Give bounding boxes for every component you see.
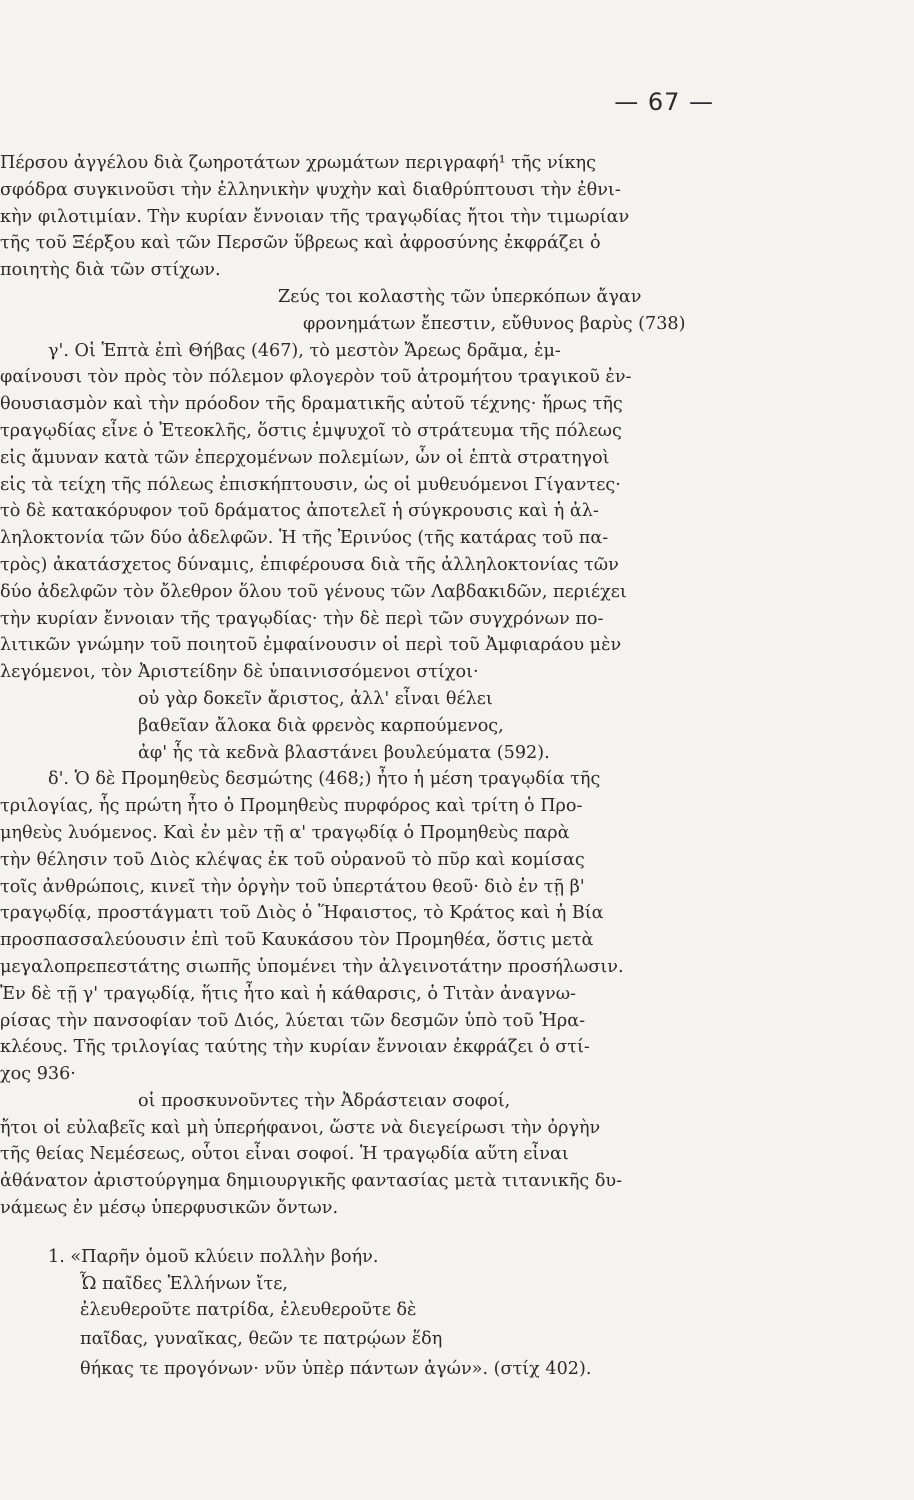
footnote-line: παῖδας, γυναῖκας, θεῶν τε πατρῴων ἕδη xyxy=(80,1329,443,1350)
text-line: δ'. Ὁ δὲ Προμηθεὺς δεσμώτης (468;) ἦτο ἡ μέση τραγῳδία τῆς xyxy=(48,769,601,790)
verse-line: Ζεύς τοι κολαστὴς τῶν ὑπερκόπων ἄγαν xyxy=(278,286,642,307)
text-line: κὴν φιλοτιμίαν. Τὴν κυρίαν ἔννοιαν τῆς τραγῳδίας ἤτοι τὴν τιμωρίαν xyxy=(0,206,630,227)
footnote-gap xyxy=(0,1222,898,1244)
text-line: θουσιασμὸν καὶ τὴν πρόοδον τῆς δραματικῆς αὐτοῦ τέχνης· ἥρως τῆς xyxy=(0,394,623,415)
verse-line: οὐ γὰρ δοκεῖν ἄριστος, ἀλλ' εἶναι θέλει xyxy=(138,688,493,709)
text-line: λεγόμενοι, τὸν Ἀριστείδην δὲ ὑπαινισσόμενοι στίχοι· xyxy=(0,662,479,683)
text-line: σφόδρα συγκινοῦσι τὴν ἑλληνικὴν ψυχὴν καὶ διαθρύπτουσι τὴν ἐθνι- xyxy=(0,179,621,200)
text-line: κλέους. Τῆς τριλογίας ταύτης τὴν κυρίαν ἔννοιαν ἐκφράζει ὁ στί- xyxy=(0,1037,590,1058)
text-line: τριλογίας, ἧς πρώτη ἦτο ὁ Προμηθεὺς πυρφόρος καὶ τρίτη ὁ Προ- xyxy=(0,796,583,817)
text-line: χος 936· xyxy=(0,1064,76,1085)
text-line: δύο ἀδελφῶν τὸν ὄλεθρον ὅλου τοῦ γένους τῶν Λαβδακιδῶν, περιέχει xyxy=(0,581,627,602)
text-line: τῆς τοῦ Ξέρξου καὶ τῶν Περσῶν ὕβρεως καὶ ἀφροσύνης ἐκφράζει ὁ xyxy=(0,233,601,254)
text-line: τοῖς ἀνθρώποις, κινεῖ τὴν ὀργὴν τοῦ ὑπερτάτου θεοῦ· διὸ ἐν τῇ β' xyxy=(0,876,585,897)
text-line: Πέρσου ἀγγέλου διὰ ζωηροτάτων χρωμάτων περιγραφή¹ τῆς νίκης xyxy=(0,153,596,173)
text-line: ἀθάνατον ἀριστούργημα δημιουργικῆς φαντασίας μετὰ τιτανικῆς δυ- xyxy=(0,1171,623,1192)
text-line: τὴν κυρίαν ἔννοιαν τῆς τραγῳδίας· τὴν δὲ περὶ τῶν συγχρόνων πο- xyxy=(0,608,604,629)
page-number: — 67 — xyxy=(614,88,714,116)
footnote-line: ἐλευθεροῦτε πατρίδα, ἐλευθεροῦτε δὲ xyxy=(80,1300,417,1321)
text-line: μεγαλοπρεπεστάτης σιωπῆς ὑπομένει τὴν ἀλγεινοτάτην προσήλωσιν. xyxy=(0,956,624,977)
footnote-line: Ὦ παῖδες Ἑλλήνων ἴτε, xyxy=(80,1273,288,1294)
text-line: τῆς θείας Νεμέσεως, οὗτοι εἶναι σοφοί. Ἡ τραγῳδία αὕτη εἶναι xyxy=(0,1144,569,1165)
text-line: τραγῳδίας εἶνε ὁ Ἐτεοκλῆς, ὅστις ἐμψυχοῖ τὸ στράτευμα τῆς πόλεως xyxy=(0,420,622,441)
text-line: εἰς ἄμυναν κατὰ τῶν ἐπερχομένων πολεμίων, ὧν οἱ ἑπτὰ στρατηγοὶ xyxy=(0,447,610,468)
text-line: Ἐν δὲ τῇ γ' τραγῳδίᾳ, ἥτις ἦτο καὶ ἡ κάθαρσις, ὁ Τιτὰν ἀναγνω- xyxy=(0,983,577,1004)
text-line: εἰς τὰ τείχη τῆς πόλεως ἐπισκήπτουσιν, ὡς οἱ μυθευόμενοι Γίγαντες· xyxy=(0,474,621,495)
text-line: τρὸς) ἀκατάσχετος δύναμις, ἐπιφέρουσα διὰ τῆς ἀλληλοκτονίας τῶν xyxy=(0,554,619,575)
footnote-line: 1. «Παρῆν ὁμοῦ κλύειν πολλὴν βοήν. xyxy=(48,1246,379,1267)
page-text xyxy=(0,150,898,1384)
verse-line: φρονημάτων ἔπεστιν, εὔθυνος βαρὺς (738) xyxy=(303,313,686,334)
text-line: φαίνουσι τὸν πρὸς τὸν πόλεμον φλογερὸν τοῦ ἀτρομήτου τραγικοῦ ἐν- xyxy=(0,367,632,388)
text-line: γ'. Οἱ Ἑπτὰ ἐπὶ Θήβας (467), τὸ μεστὸν Ἄρεως δρᾶμα, ἐμ- xyxy=(48,340,561,361)
verse-line: οἱ προσκυνοῦντες τὴν Ἀδράστειαν σοφοί, xyxy=(138,1090,511,1111)
text-line: ποιητὴς διὰ τῶν στίχων. xyxy=(0,260,221,281)
text-line: λιτικῶν γνώμην τοῦ ποιητοῦ ἐμφαίνουσιν οἱ περὶ τοῦ Ἀμφιαράου μὲν xyxy=(0,635,622,656)
text-line: ρίσας τὴν πανσοφίαν τοῦ Διός, λύεται τῶν δεσμῶν ὑπὸ τοῦ Ἡρα- xyxy=(0,1010,586,1031)
verse-line: ἀφ' ἧς τὰ κεδνὰ βλαστάνει βουλεύματα (592). xyxy=(138,742,550,763)
verse-line: βαθεῖαν ἄλοκα διὰ φρενὸς καρπούμενος, xyxy=(138,715,504,736)
text-line: μηθεὺς λυόμενος. Καὶ ἐν μὲν τῇ α' τραγῳδίᾳ ὁ Προμηθεὺς παρὰ xyxy=(0,822,570,843)
text-line: τὸ δὲ κατακόρυφον τοῦ δράματος ἀποτελεῖ ἡ σύγκρουσις καὶ ἡ ἀλ- xyxy=(0,501,599,522)
text-line: προσπασσαλεύουσιν ἐπὶ τοῦ Καυκάσου τὸν Προμηθέα, ὅστις μετὰ xyxy=(0,930,594,951)
text-line: τραγῳδίᾳ, προστάγματι τοῦ Διὸς ὁ Ἥφαιστος, τὸ Κράτος καὶ ἡ Βία xyxy=(0,903,604,924)
text-line: νάμεως ἐν μέσῳ ὑπερφυσικῶν ὄντων. xyxy=(0,1198,339,1219)
text-line: τὴν θέλησιν τοῦ Διὸς κλέψας ἐκ τοῦ οὐρανοῦ τὸ πῦρ καὶ κομίσας xyxy=(0,849,585,870)
text-line: ἤτοι οἱ εὐλαβεῖς καὶ μὴ ὑπερήφανοι, ὥστε νὰ διεγείρωσι τὴν ὀργὴν xyxy=(0,1117,601,1138)
text-line: ληλοκτονία τῶν δύο ἀδελφῶν. Ἡ τῆς Ἐρινύος (τῆς κατάρας τοῦ πα- xyxy=(0,528,609,549)
footnote-line: θήκας τε προγόνων· νῦν ὑπὲρ πάντων ἀγών». (στίχ 402). xyxy=(80,1359,592,1380)
